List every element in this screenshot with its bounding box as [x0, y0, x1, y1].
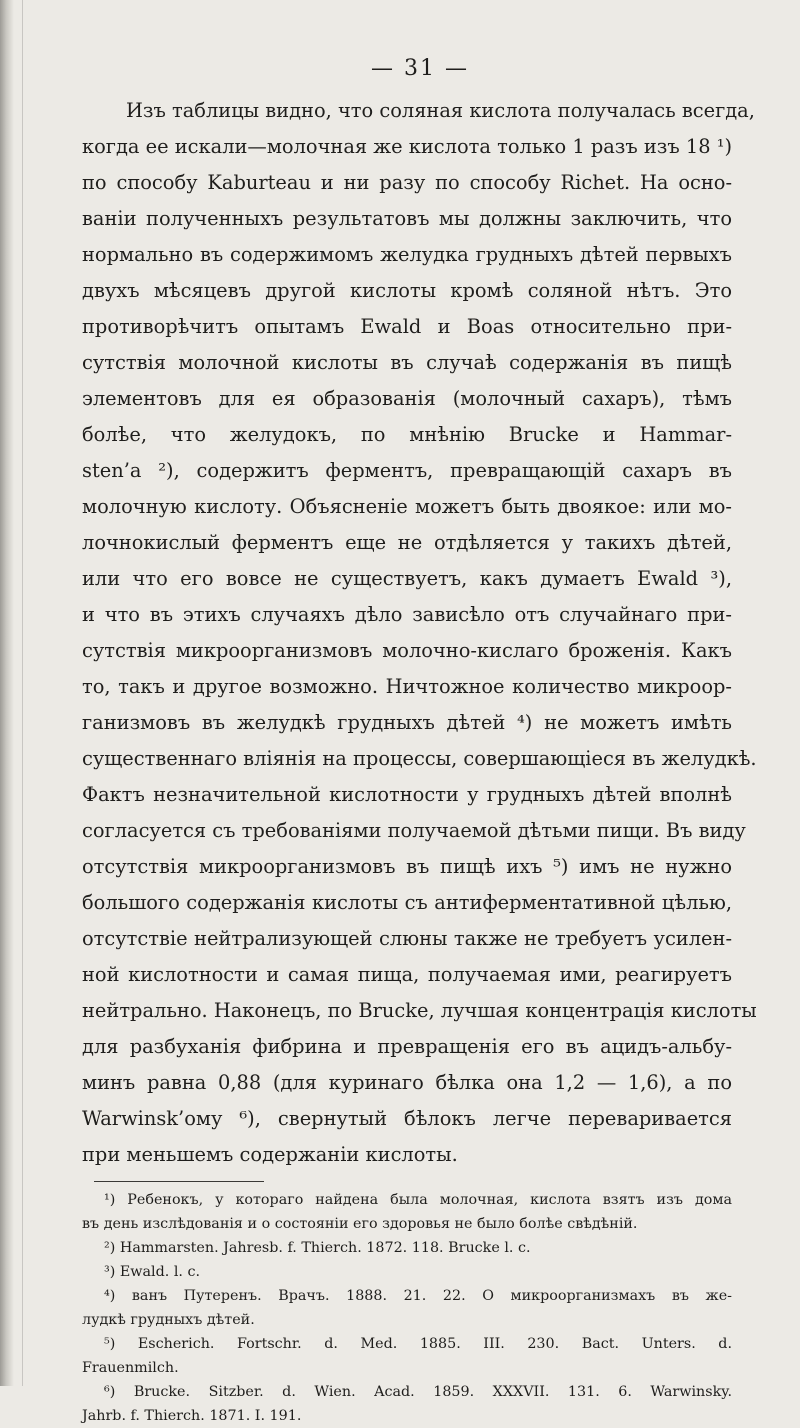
- paragraph-line: существеннаго вліянія на процессы, совершающіеся въ желудкѣ.: [82, 747, 757, 770]
- paragraph-line: противорѣчитъ опытамъ Ewald и Boas относительно при-: [82, 315, 732, 338]
- paragraph-line: Фактъ незначительной кислотности у грудныхъ дѣтей вполнѣ: [82, 783, 732, 806]
- paragraph-line: сутствія микроорганизмовъ молочно-кислаго броженія. Какъ: [82, 639, 732, 662]
- footnote-line: въ день изслѣдованія и о состояніи его здоровья не было болѣе свѣдѣній.: [82, 1216, 638, 1232]
- footnote-line: Frauenmilch.: [82, 1360, 179, 1376]
- footnote-line: ¹) Ребенокъ, у котораго найдена была молочная, кислота взятъ изъ дома: [104, 1192, 732, 1208]
- paragraph-line: двухъ мѣсяцевъ другой кислоты кромѣ соляной нѣтъ. Это: [82, 279, 732, 302]
- paragraph-line: по способу Kaburteau и ни разу по способу Richet. На осно-: [82, 171, 732, 194]
- footnote-line: ⁶) Brucke. Sitzber. d. Wien. Acad. 1859. XXXVII. 131. 6. Warwinsky.: [104, 1384, 732, 1400]
- paragraph-line: ганизмовъ въ желудкѣ грудныхъ дѣтей ⁴) не можетъ имѣть: [82, 711, 732, 734]
- paragraph-line: ваніи полученныхъ результатовъ мы должны заключить, что: [82, 207, 732, 230]
- footnote-line: Jahrb. f. Thierch. 1871. I. 191.: [82, 1408, 302, 1424]
- footnote-line: ⁵) Escherich. Fortschr. d. Med. 1885. III. 230. Bact. Unters. d.: [104, 1336, 732, 1352]
- paragraph-line: минъ равна 0,88 (для куринаго бѣлка она 1,2 — 1,6), а по: [82, 1071, 732, 1094]
- paragraph-line: для разбуханія фибрина и превращенія его въ ацидъ-альбу-: [82, 1035, 732, 1058]
- page-number: — 31 —: [371, 56, 469, 81]
- paragraph-line: когда ее искали—молочная же кислота только 1 разъ изъ 18 ¹): [82, 135, 733, 158]
- footnote-line: ⁴) ванъ Путеренъ. Врачъ. 1888. 21. 22. О микроорганизмахъ въ же-: [104, 1288, 732, 1304]
- paragraph-line: лочнокислый ферментъ еще не отдѣляется у такихъ дѣтей,: [82, 531, 732, 554]
- paragraph-line: нейтрально. Наконецъ, по Brucke, лучшая концентрація кислоты: [82, 999, 757, 1022]
- footnote-separator: [94, 1181, 264, 1182]
- paragraph-line: или что его вовсе не существуетъ, какъ думаетъ Ewald ³),: [82, 567, 732, 590]
- main-paragraph: [82, 93, 757, 1173]
- paragraph-line: сутствія молочной кислоты въ случаѣ содержанія въ пищѣ: [82, 351, 732, 374]
- footnotes: [82, 1188, 732, 1428]
- paragraph-line: большого содержанія кислоты съ антиферментативной цѣлью,: [82, 891, 732, 914]
- paragraph-line: sten’a ²), содержитъ ферментъ, превращающій сахаръ въ: [82, 459, 732, 482]
- paragraph-line: и что въ этихъ случаяхъ дѣло зависѣло отъ случайнаго при-: [82, 603, 732, 626]
- paragraph-line: при меньшемъ содержаніи кислоты.: [82, 1143, 458, 1166]
- paragraph-line: отсутствіе нейтрализующей слюны также не требуетъ усилен-: [82, 927, 732, 950]
- paragraph-line: молочную кислоту. Объясненіе можетъ быть двоякое: или мо-: [82, 495, 732, 518]
- footnote-line: ³) Ewald. l. c.: [104, 1264, 201, 1280]
- paragraph-line: болѣе, что желудокъ, по мнѣнію Brucke и Hammar-: [82, 423, 732, 446]
- scan-edge-shadow: [0, 0, 14, 1386]
- book-page: [82, 56, 757, 1428]
- paragraph-line: Изъ таблицы видно, что соляная кислота получалась всегда,: [126, 99, 755, 122]
- footnote-line: лудкѣ грудныхъ дѣтей.: [82, 1312, 255, 1328]
- paragraph-line: элементовъ для ея образованія (молочный сахаръ), тѣмъ: [82, 387, 732, 410]
- scan-crease-line: [22, 0, 23, 1386]
- paragraph-line: то, такъ и другое возможно. Ничтожное количество микроор-: [82, 675, 732, 698]
- footnote-line: ²) Hammarsten. Jahresb. f. Thierch. 1872. 118. Brucke l. c.: [104, 1240, 531, 1256]
- paragraph-line: ной кислотности и самая пища, получаемая ими, реагируетъ: [82, 963, 732, 986]
- paragraph-line: Warwinsk’ому ⁶), свернутый бѣлокъ легче переваривается: [82, 1107, 732, 1130]
- paragraph-line: согласуется съ требованіями получаемой дѣтьми пищи. Въ виду: [82, 819, 746, 842]
- paragraph-line: нормально въ содержимомъ желудка грудныхъ дѣтей первыхъ: [82, 243, 732, 266]
- paragraph-line: отсутствія микроорганизмовъ въ пищѣ ихъ ⁵) имъ не нужно: [82, 855, 732, 878]
